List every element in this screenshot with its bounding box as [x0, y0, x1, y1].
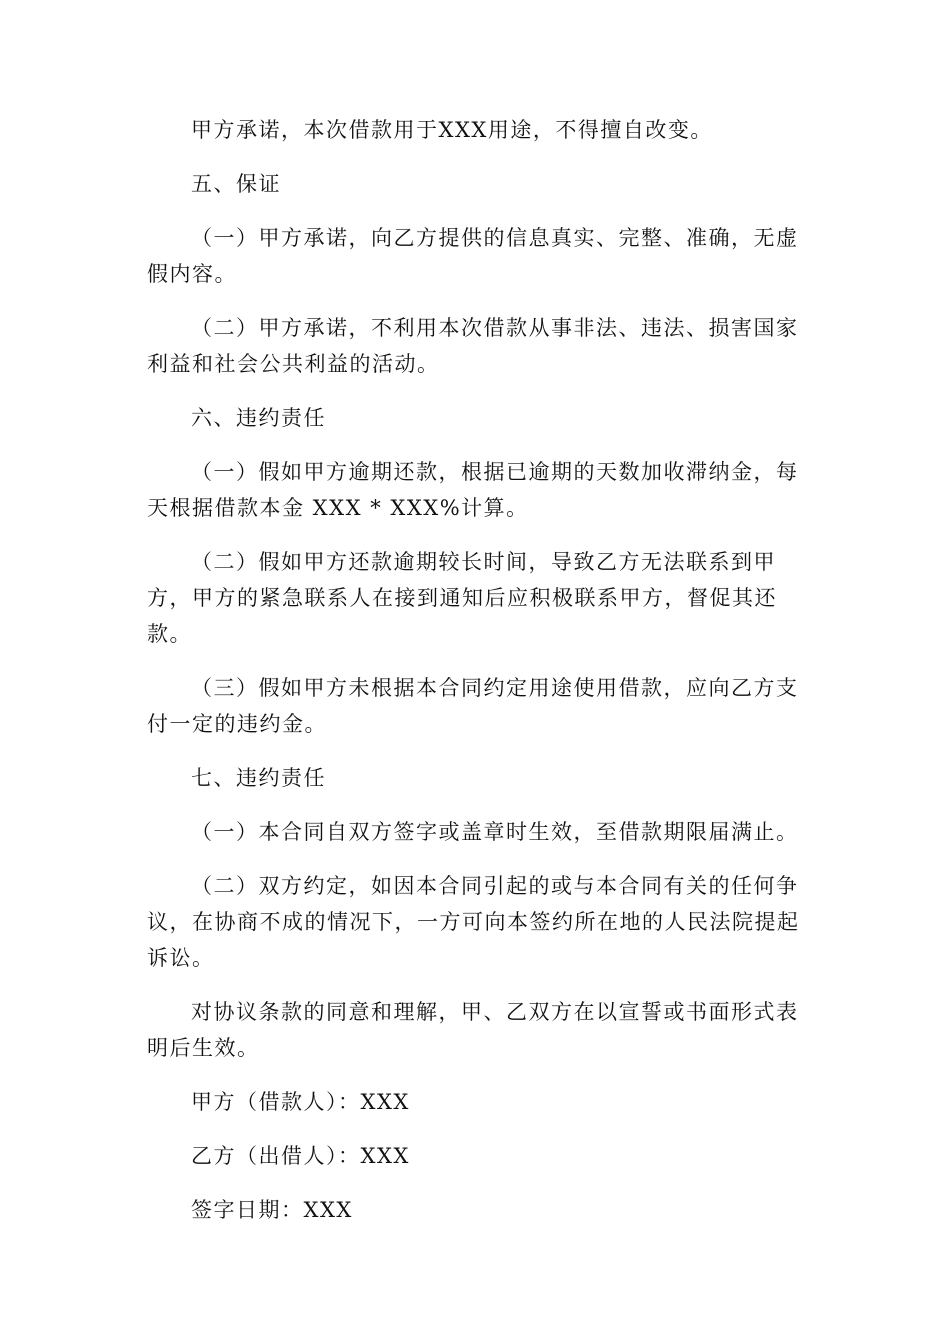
section-heading-guarantee: 五、保证 [191, 172, 281, 196]
paragraph-guarantee-2: （二）甲方承诺，不利用本次借款从事非法、违法、损害国家利益和社会公共利益的活动。 [147, 316, 799, 376]
paragraph-effect-1: （一）本合同自双方签字或盖章时生效，至借款期限届满止。 [191, 820, 799, 844]
signature-party-a: 甲方（借款人）：XXX [191, 1090, 410, 1114]
section-heading-breach-liability: 六、违约责任 [191, 406, 326, 430]
paragraph-breach-2: （二）假如甲方还款逾期较长时间，导致乙方无法联系到甲方，甲方的紧急联系人在接到通知后应积极联系甲方，督促其还款。 [147, 550, 777, 646]
paragraph-effect-2: （二）双方约定，如因本合同引起的或与本合同有关的任何争议，在协商不成的情况下，一方可向本签约所在地的人民法院提起诉讼。 [147, 874, 800, 970]
paragraph-breach-1: （一）假如甲方逾期还款，根据已逾期的天数加收滞纳金，每天根据借款本金 XXX * XXX%计算。 [147, 460, 799, 520]
paragraph-guarantee-1: （一）甲方承诺，向乙方提供的信息真实、完整、准确，无虚假内容。 [147, 226, 799, 286]
section-heading-breach-liability-2: 七、违约责任 [191, 766, 326, 790]
signature-party-b: 乙方（出借人）：XXX [191, 1144, 410, 1168]
signature-date: 签字日期：XXX [191, 1198, 353, 1222]
paragraph-agreement: 对协议条款的同意和理解，甲、乙双方在以宣誓或书面形式表明后生效。 [147, 1000, 799, 1060]
paragraph-usage-commitment: 甲方承诺，本次借款用于XXX用途，不得擅自改变。 [191, 118, 713, 142]
document-body [147, 112, 807, 1246]
paragraph-breach-3: （三）假如甲方未根据本合同约定用途使用借款，应向乙方支付一定的违约金。 [147, 676, 799, 736]
